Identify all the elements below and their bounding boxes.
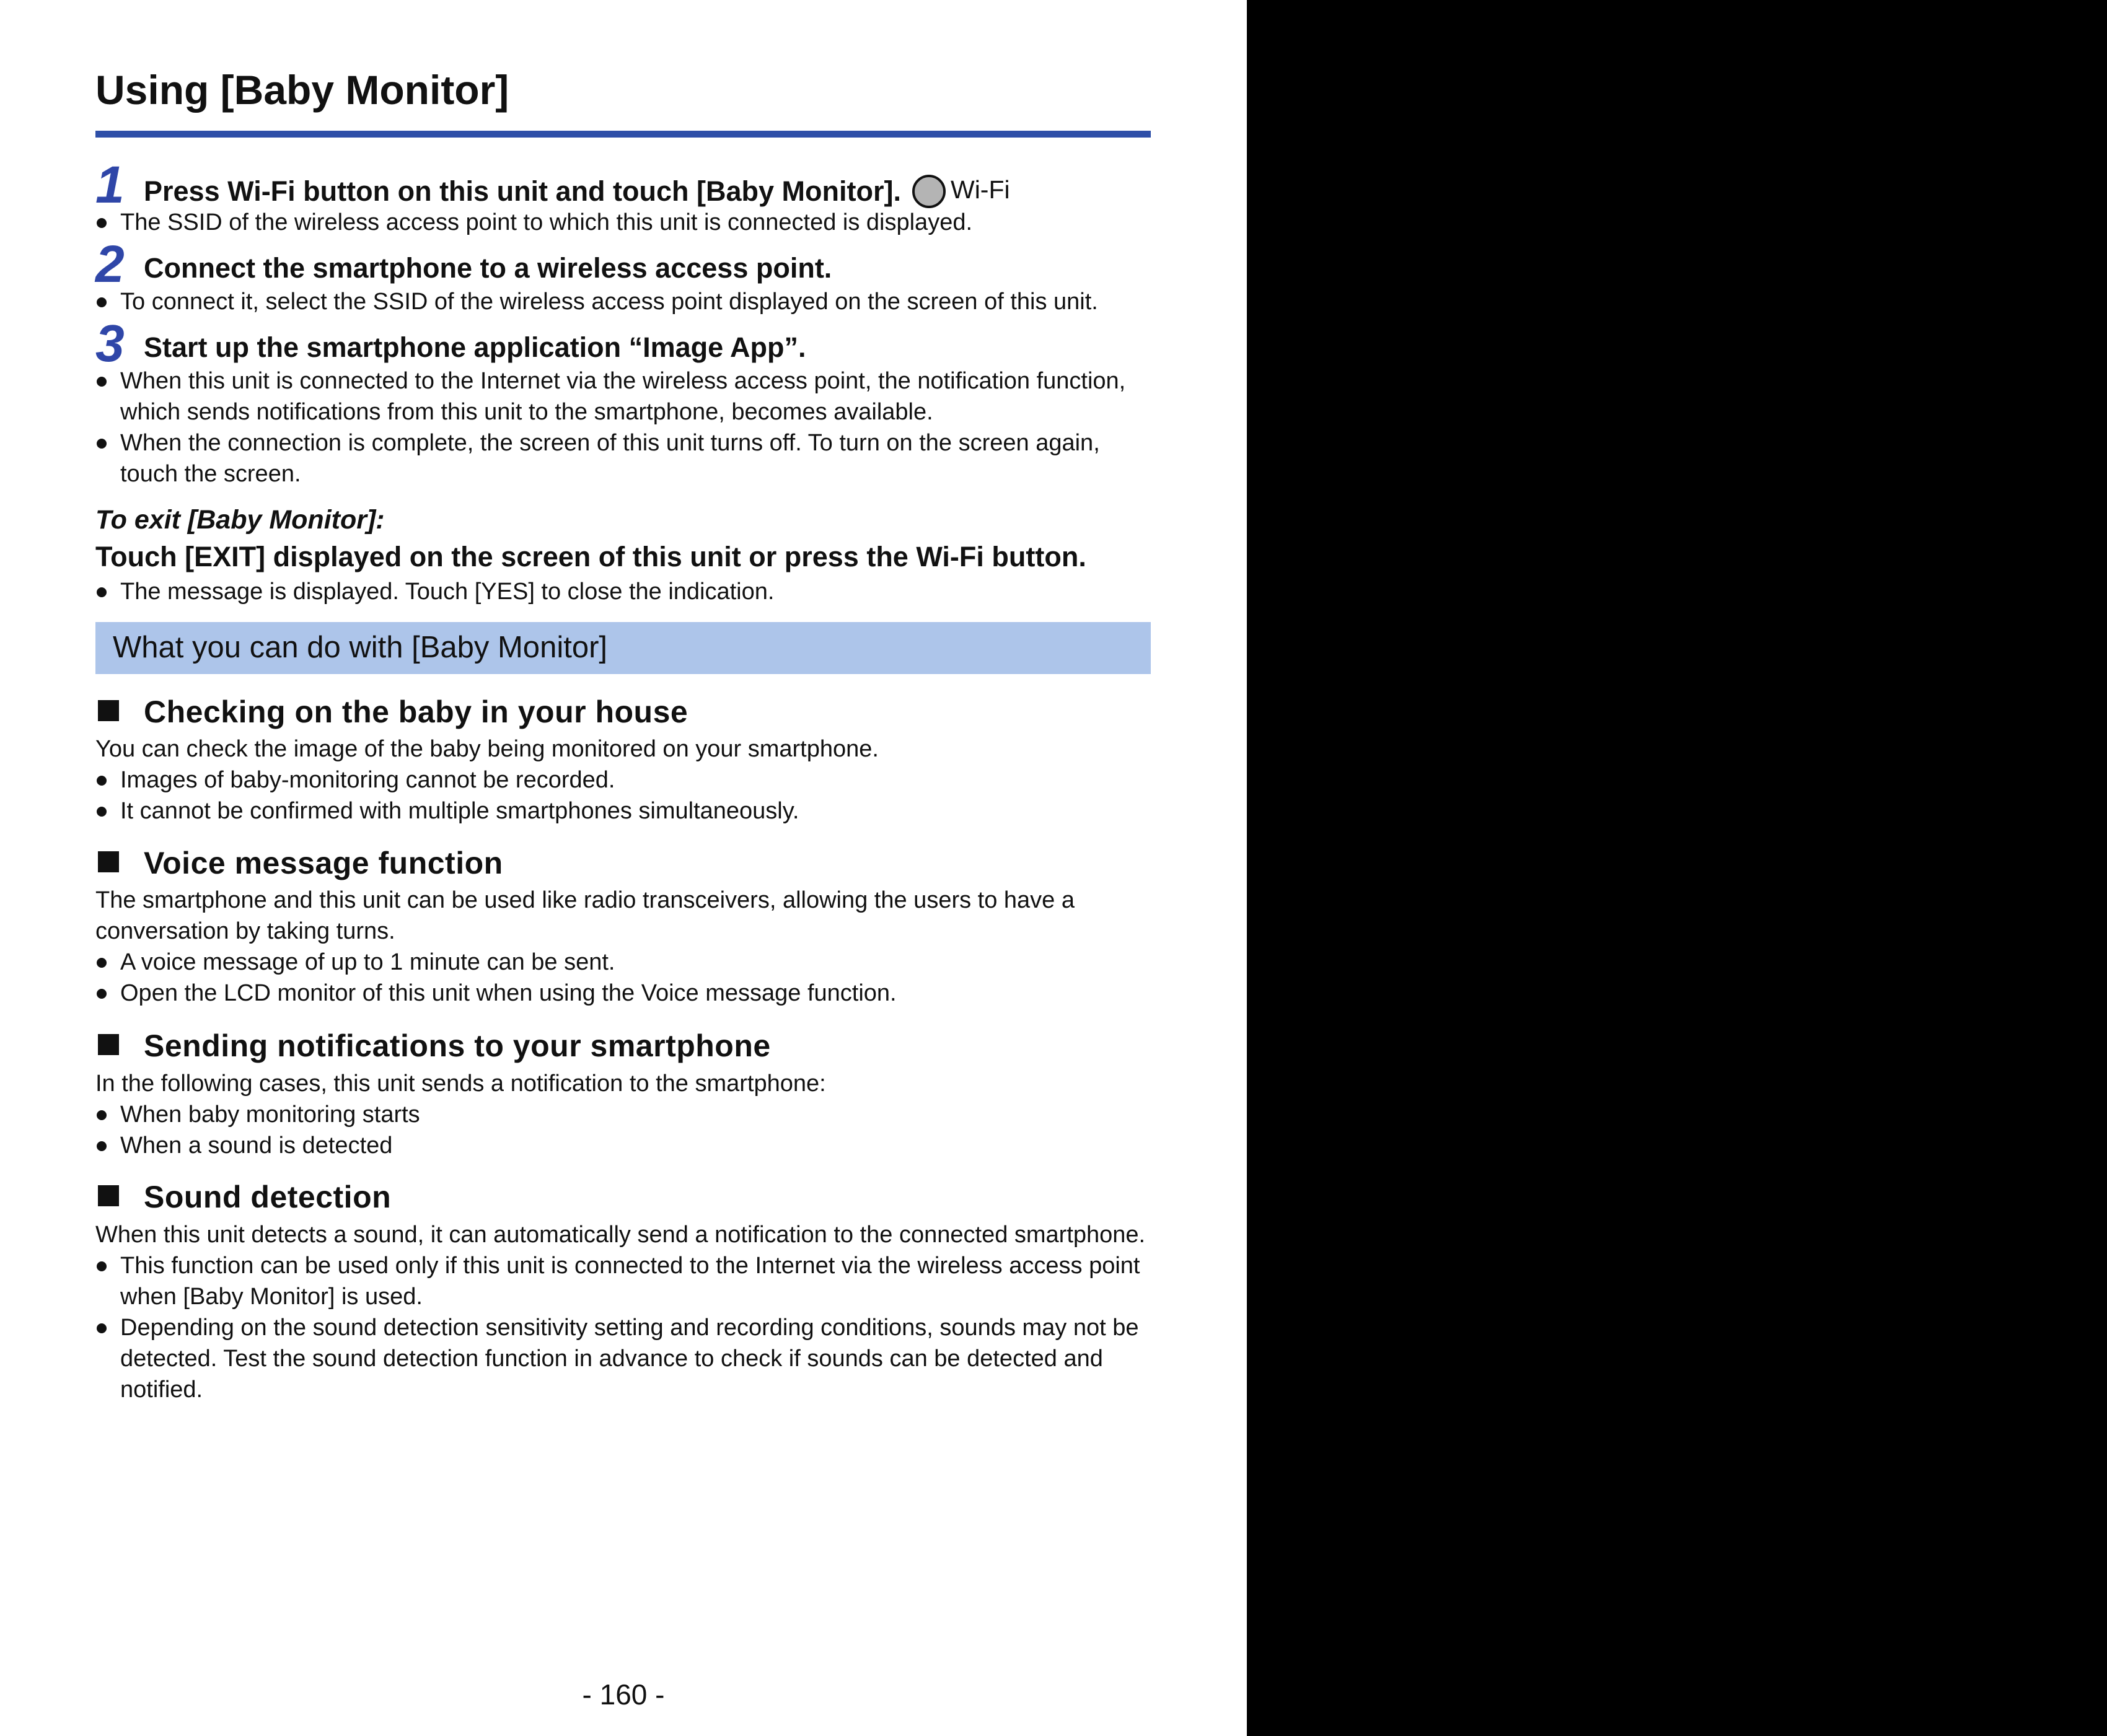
- bullet-item: It cannot be confirmed with multiple smartphones simultaneously.: [95, 796, 1150, 826]
- subsection-paragraph: The smartphone and this unit can be used like radio transceivers, allowing the users to have a conversation by taking turns.: [95, 887, 1075, 944]
- bullet-item: Depending on the sound detection sensitivity setting and recording conditions, sounds may not be detected. Test the sound detection function in advance to check if sounds can be detected and notified.: [95, 1312, 1150, 1405]
- bullet-item: When baby monitoring starts: [95, 1099, 1150, 1130]
- square-bullet-icon: [98, 851, 119, 872]
- bullet-item: A voice message of up to 1 minute can be sent.: [95, 947, 1150, 978]
- square-bullet-icon: [98, 1185, 119, 1206]
- title-underline: [95, 131, 1151, 138]
- subsection-title: Voice message function: [144, 846, 503, 880]
- bullet-item: Images of baby-monitoring cannot be recorded.: [95, 765, 1150, 796]
- subsection-body: [95, 734, 1150, 826]
- step-number: 3: [95, 314, 125, 372]
- exit-heading: To exit [Baby Monitor]:: [95, 505, 385, 535]
- exit-instruction: Touch [EXIT] displayed on the screen of this unit or press the Wi-Fi button.: [95, 541, 1086, 572]
- subsection-paragraph: In the following cases, this unit sends a notification to the smartphone:: [95, 1071, 826, 1097]
- step-instruction: [144, 175, 1010, 208]
- subsection-body: [95, 1068, 1150, 1161]
- bullet-item: Open the LCD monitor of this unit when using the Voice message function.: [95, 978, 1150, 1009]
- step-2: [95, 235, 1199, 294]
- section-header: [95, 622, 1151, 674]
- step-instruction: Connect the smartphone to a wireless access point.: [144, 252, 832, 284]
- bullet-item: The SSID of the wireless access point to which this unit is connected is displayed.: [95, 207, 1150, 238]
- step-2-notes: [95, 286, 1150, 317]
- wifi-button-label: Wi-Fi: [951, 175, 1010, 204]
- square-bullet-icon: [98, 700, 119, 721]
- step-number: 1: [95, 156, 125, 214]
- bullet-item: To connect it, select the SSID of the wireless access point displayed on the screen of this unit.: [95, 286, 1150, 317]
- subsection-title: Sound detection: [144, 1180, 392, 1214]
- bullet-item: When a sound is detected: [95, 1130, 1150, 1161]
- bullet-item: When the connection is complete, the screen of this unit turns off. To turn on the screen again, touch the screen.: [95, 427, 1150, 489]
- step-instruction-text: Press Wi-Fi button on this unit and touch [Baby Monitor].: [144, 175, 901, 207]
- subsection-title: Sending notifications to your smartphone: [144, 1028, 771, 1063]
- step-3-notes: [95, 366, 1150, 489]
- page-number: - 160 -: [582, 1678, 665, 1711]
- step-instruction: Start up the smartphone application “Image App”.: [144, 331, 806, 363]
- subsection-body: [95, 1219, 1150, 1405]
- bullet-item: The message is displayed. Touch [YES] to close the indication.: [95, 576, 1150, 607]
- wifi-button-icon: [912, 175, 946, 208]
- step-1: [95, 156, 1199, 214]
- step-1-notes: [95, 207, 1150, 238]
- step-3: [95, 314, 1199, 373]
- bullet-item: This function can be used only if this unit is connected to the Internet via the wireless access point when [Baby Monitor] is used.: [95, 1250, 1150, 1312]
- step-number: 2: [95, 235, 125, 293]
- subsection-body: [95, 885, 1150, 1009]
- bullet-item: When this unit is connected to the Internet via the wireless access point, the notification function, which sends notifications from this unit to the smartphone, becomes available.: [95, 366, 1150, 427]
- subsection-title: Checking on the baby in your house: [144, 695, 688, 729]
- section-title: What you can do with [Baby Monitor]: [113, 631, 607, 664]
- page-title: Using [Baby Monitor]: [95, 67, 509, 113]
- square-bullet-icon: [98, 1034, 119, 1055]
- exit-notes: [95, 576, 1150, 607]
- subsection-paragraph: You can check the image of the baby being monitored on your smartphone.: [95, 736, 879, 762]
- subsection-paragraph: When this unit detects a sound, it can automatically send a notification to the connected smartphone.: [95, 1222, 1146, 1248]
